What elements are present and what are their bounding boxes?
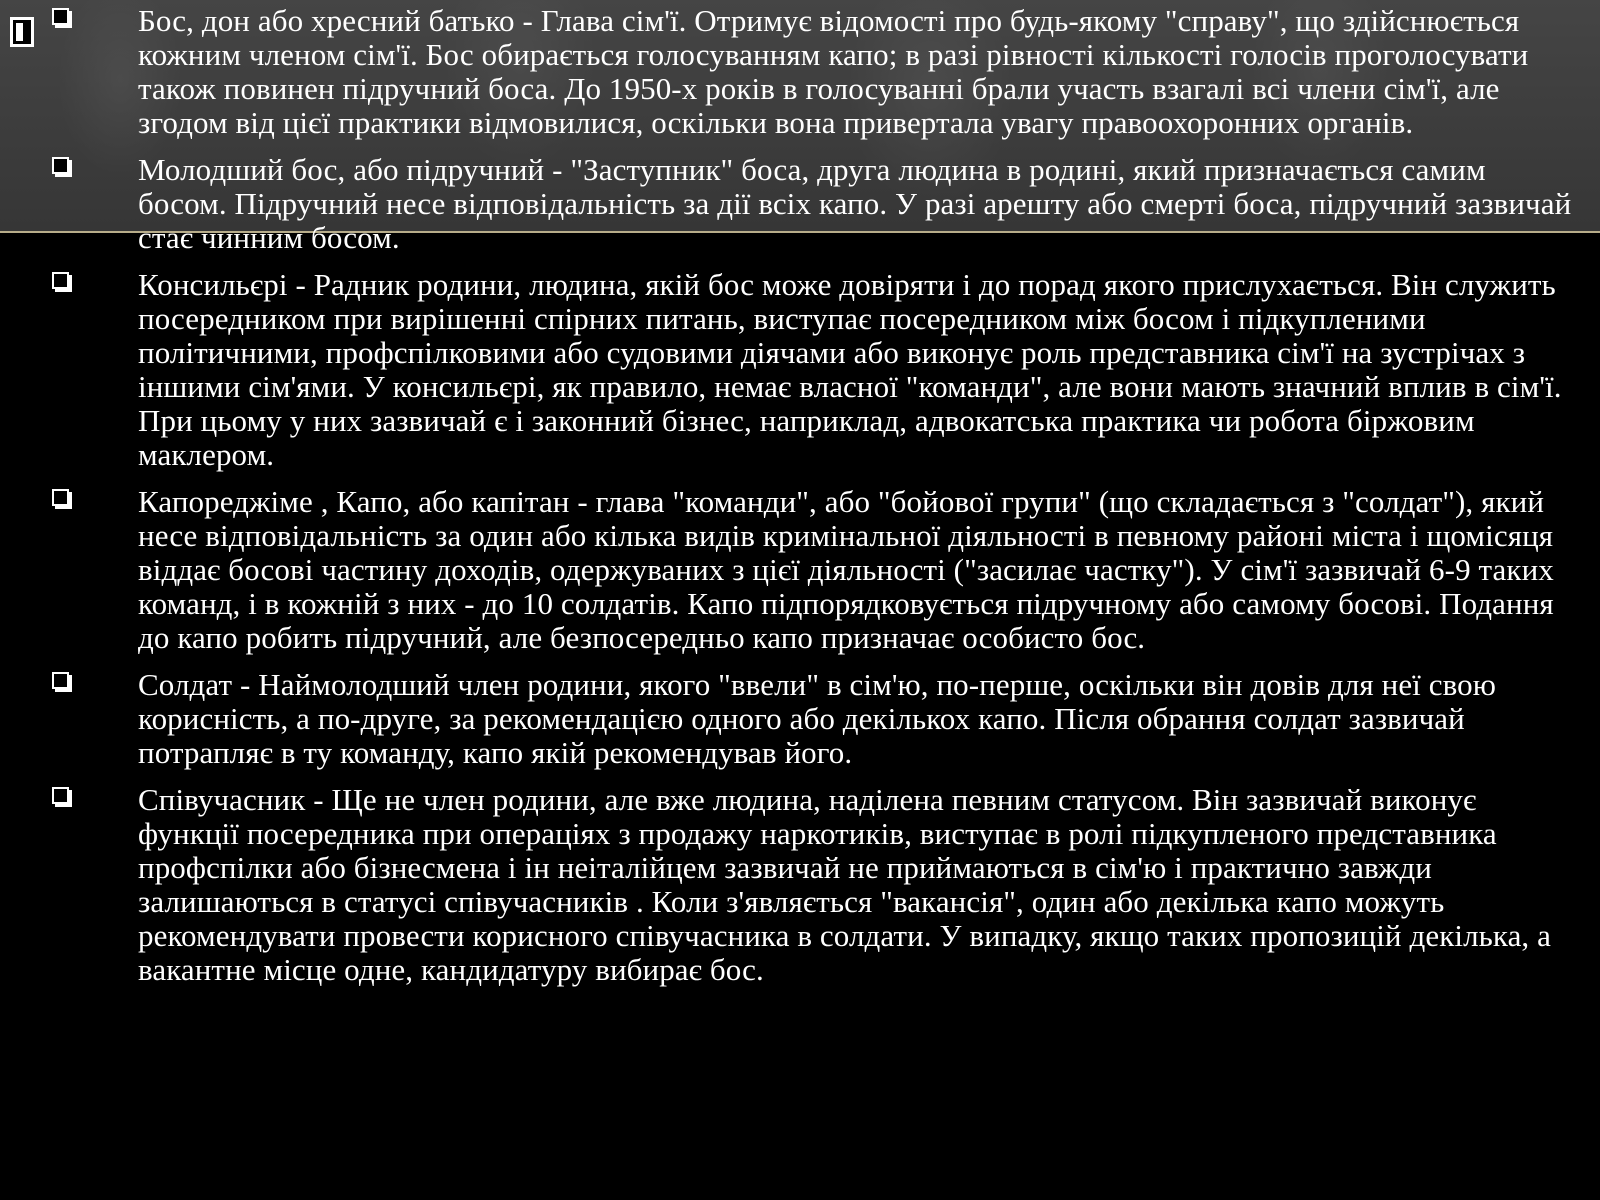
list-item-associate — [0, 783, 1600, 987]
list-item-text: Молодший бос, або підручний - "Заступник" боса, друга людина в родині, який призначається самим босом. Підручний несе відповідальність за дії всіх капо. У разі арешту або смерті боса, підручний зазвичай стає чинним босом. — [138, 152, 1572, 255]
list-item-text: Консильєрі - Радник родини, людина, якій бос може довіряти і до порад якого прислухається. Він служить посередником при вирішенні спірних питань, виступає посередником між босом і підкупленими політичними, профспілковими або судовими діячами або виконує роль представника сім'ї на зустрічах з іншими сім'ями. У консильєрі, як правило, немає власної "команди", але вони мають значний вплив в сім'ї. При цьому у них зазвичай є і законний бізнес, наприклад, адвокатська практика чи робота біржовим маклером. — [138, 267, 1562, 472]
checkbox-square-icon — [52, 787, 69, 804]
list-item-text: Солдат - Наймолодший член родини, якого "ввели" в сім'ю, по-перше, оскільки він довів для неї свою корисність, а по-друге, за рекомендацією одного або декількох капо. Після обрання солдат зазвичай потрапляє в ту команду, капо якій рекомендував його. — [138, 667, 1496, 770]
list-item-text: Співучасник - Ще не член родини, але вже людина, наділена певним статусом. Він зазвичай виконує функції посередника при операціях з продажу наркотиків, виступає в ролі підкупленого представника профспілки або бізнесмена і ін неіталійцем зазвичай не приймаються в сім'ю і практично завжди залишаються в статусі співучасників . Коли з'являється "вакансія", один або декілька капо можуть рекомендувати провести корисного співучасника в солдати. У випадку, якщо таких пропозицій декілька, а вакантне місце одне, кандидатуру вибирає бос. — [138, 782, 1551, 987]
checkbox-square-icon — [52, 672, 69, 689]
list-item-boss — [0, 4, 1600, 140]
bullet-list — [0, 4, 1600, 1000]
list-item-text: Капореджіме , Капо, або капітан - глава "команди", або "бойової групи" (що складається з "солдат"), який несе відповідальність за один або кілька видів кримінальної діяльності в певному районі міста і щомісяця віддає босові частину доходів, одержуваних з цієї діяльності ("засилає частку"). У сім'ї зазвичай 6-9 таких команд, і в кожній з них - до 10 солдатів. Капо підпорядковується підручному або самому босові. Подання до капо робить підручний, але безпосередньо капо призначає особисто бос. — [138, 484, 1554, 655]
list-item-caporegime — [0, 485, 1600, 655]
list-item-consigliere — [0, 268, 1600, 472]
list-item-soldier — [0, 668, 1600, 770]
checkbox-square-icon — [52, 272, 69, 289]
list-item-text: Бос, дон або хресний батько - Глава сім'ї. Отримує відомості про будь-якому "справу", що здійснюється кожним членом сім'ї. Бос обирається голосуванням капо; в разі рівності кількості голосів проголосувати також повинен підручний боса. До 1950-х років в голосуванні брали участь взагалі всі члени сім'ї, але згодом від цієї практики відмовилися, оскільки вона привертала увагу правоохоронних органів. — [138, 3, 1529, 140]
list-item-underboss — [0, 153, 1600, 255]
checkbox-square-icon — [52, 157, 69, 174]
checkbox-square-icon — [52, 8, 69, 25]
checkbox-square-icon — [52, 489, 69, 506]
